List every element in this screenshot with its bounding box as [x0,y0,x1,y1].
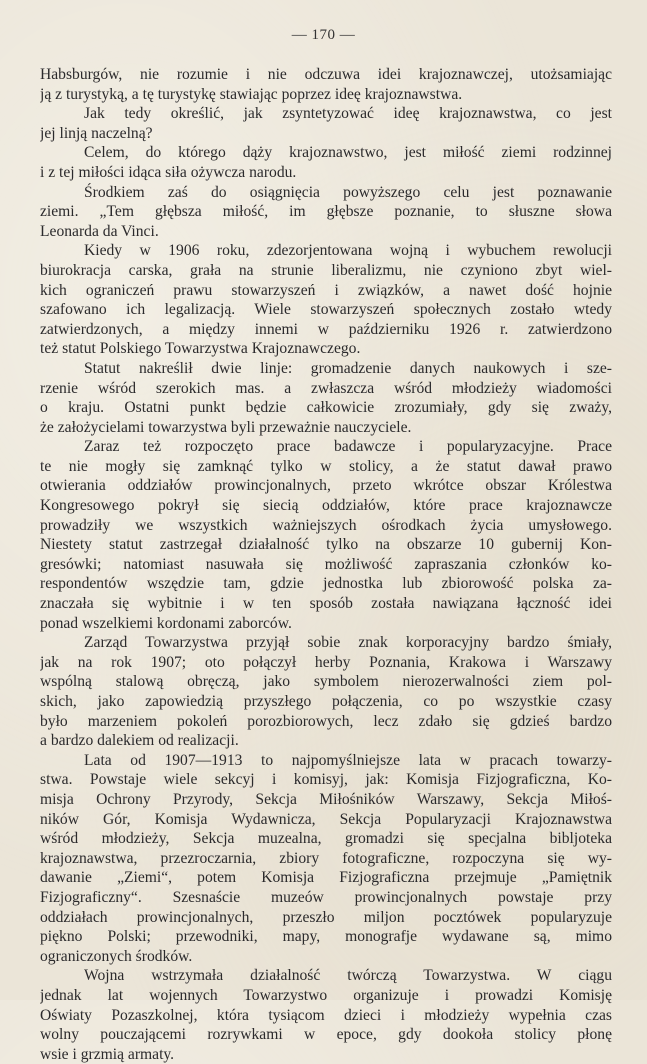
text-line: ją z turystyką, a tę turystykę stawiając poprzez ideę krajoznawstwa. [40,85,463,103]
text-line: krajoznawstwa, przezroczarnia, zbiory fotograficzne, rozpoczyna się wy- [40,849,612,867]
paragraph [40,633,612,751]
text-line: dawanie „Ziemi“, potem Komisja Fizjograficzna przejmuje „Pamiętnik [40,869,612,887]
text-line: było marzeniem pokoleń porozbiorowych, lecz zdało się gdzieś bardzo [40,712,612,730]
text-line: respondentów wszędzie tam, gdzie jednostka lub zbiorowość polska za- [40,575,612,593]
text-line: że założycielami towarzystwa byli przeważnie nauczyciele. [40,418,412,436]
paragraph [40,437,612,633]
text-line: Statut nakreślił dwie linje: gromadzenie danych naukowych i sze- [84,359,612,377]
paragraph [40,751,612,967]
paragraph [40,359,612,437]
paragraph [40,65,612,104]
text-line: znaczała się wybitnie i w ten sposób została nawiązana łączność idei [40,595,612,613]
text-line: Leonarda da Vinci. [40,222,159,240]
text-line: skich, jako zapowiedzią przyszłego połączenia, co po wszystkie czasy [40,693,612,710]
text-line: kich ograniczeń prawu stowarzyszeń i związków, a nawet dość hojnie [40,281,612,299]
text-line: piękno Polski; przewodniki, mapy, monografje wydawane są, mimo [40,928,612,946]
text-line: jej linją naczelną? [40,124,153,142]
text-line: Wojna wstrzymała działalność twórczą Towarzystwa. W ciągu [84,967,612,985]
text-line: Lata od 1907—1913 to najpomyślniejsze lata w pracach towarzy- [84,751,612,769]
text-line: gresówki; natomiast nasuwała się możliwość zapraszania członków ko- [40,555,612,573]
text-line: rzenie wśród szerokich mas. a zwłaszcza wśród młodzieży wiadomości [40,379,612,397]
text-line: wśród młodzieży, Sekcja muzealna, gromadzi się specjalna bibljoteka [40,830,612,848]
text-line: Kiedy w 1906 roku, zdezorjentowana wojną i wybuchem rewolucji [84,242,612,260]
text-line: oddziałach prowincjonalnych, przeszło miljon pocztówek popularyzuje [40,908,612,926]
paragraph [40,183,612,242]
text-line: Celem, do którego dąży krajoznawstwo, jest miłość ziemi rodzinnej [84,144,612,162]
text-line: Kongresowego pokrył się siecią oddziałów, które prace krajoznawcze [40,497,612,515]
text-line: zatwierdzonych, a między innemi w październiku 1926 r. zatwierdzono [40,320,612,338]
text-line: Fizjograficzny“. Szesnaście muzeów prowincjonalnych powstaje przy [40,888,612,906]
text-line: ponad wszelkiemi kordonami zaborców. [40,614,292,632]
text-line: wspólną stalową obręczą, jako symbolem nierozerwalności ziem pol- [40,673,612,691]
text-line: o kraju. Ostatni punkt będzie całkowicie zrozumiały, gdy się zważy, [40,399,612,417]
text-line: Jak tedy określić, jak zsyntetyzować ideę krajoznawstwa, co jest [84,105,612,123]
paragraph [40,104,612,143]
text-line: prowadziły we wszystkich ważniejszych ośrodkach życia umysłowego. [40,516,612,534]
paragraph [40,966,612,1064]
text-line: i z tej miłości idąca siła ożywcza narodu. [40,163,297,181]
text-line: Zarząd Towarzystwa przyjął sobie znak korporacyjny bardzo śmiały, [84,634,612,652]
text-line: ziemi. „Tem głębsza miłość, im głębsze poznanie, to słuszne słowa [40,203,612,221]
text-line: też statut Polskiego Towarzystwa Krajoznawczego. [40,340,361,358]
text-line: szafowano ich legalizacją. Wiele stowarzyszeń społecznych zostało wtedy [40,301,612,319]
text-line: wolny pouczającemi rozrywkami w epoce, gdy dookoła stolicy płonę [40,1026,612,1044]
paragraph [40,241,612,359]
text-line: Habsburgów, nie rozumie i nie odczuwa idei krajoznawczej, utożsamiając [40,66,612,83]
text-line: Środkiem zaś do osiągnięcia powyższego celu jest poznawanie [84,183,612,201]
text-line: ograniczonych środków. [40,947,193,965]
text-line: Zaraz też rozpoczęto prace badawcze i popularyzacyjne. Prace [84,438,612,456]
text-line: te nie mogły się zamknąć tylko w stolicy, a że statut dawał prawo [40,457,612,475]
text-line: jednak lat wojennych Towarzystwo organizuje i prowadzi Komisję [40,986,612,1004]
text-line: wsie i grzmią armaty. [40,1045,175,1063]
text-line: Oświaty Pozaszkolnej, która tysiącom dzieci i młodzieży wypełnia czas [40,1006,612,1024]
text-line: ników Gór, Komisja Wydawnicza, Sekcja Popularyzacji Krajoznawstwa [40,810,612,828]
text-line: Niestety statut zastrzegał działalność tylko na obszarze 10 gubernij Kon- [40,536,612,554]
text-line: stwa. Powstaje wiele sekcyj i komisyj, jak: Komisja Fizjograficzna, Ko- [40,771,612,789]
paragraph [40,143,612,182]
text-line: otwierania oddziałów prowincjonalnych, przeto wkrótce obszar Królestwa [40,477,612,495]
text-line: a bardzo dalekiem od realizacji. [40,732,239,750]
body-text [40,65,612,1064]
text-line: misja Ochrony Przyrody, Sekcja Miłośników Warszawy, Sekcja Miłoś- [40,790,612,808]
page-number: — 170 — [291,27,356,43]
text-line: jak na rok 1907; oto połączył herby Poznania, Krakowa i Warszawy [40,653,612,671]
text-line: biurokracja carska, grała na strunie liberalizmu, nie czyniono zbyt wiel- [40,261,612,279]
